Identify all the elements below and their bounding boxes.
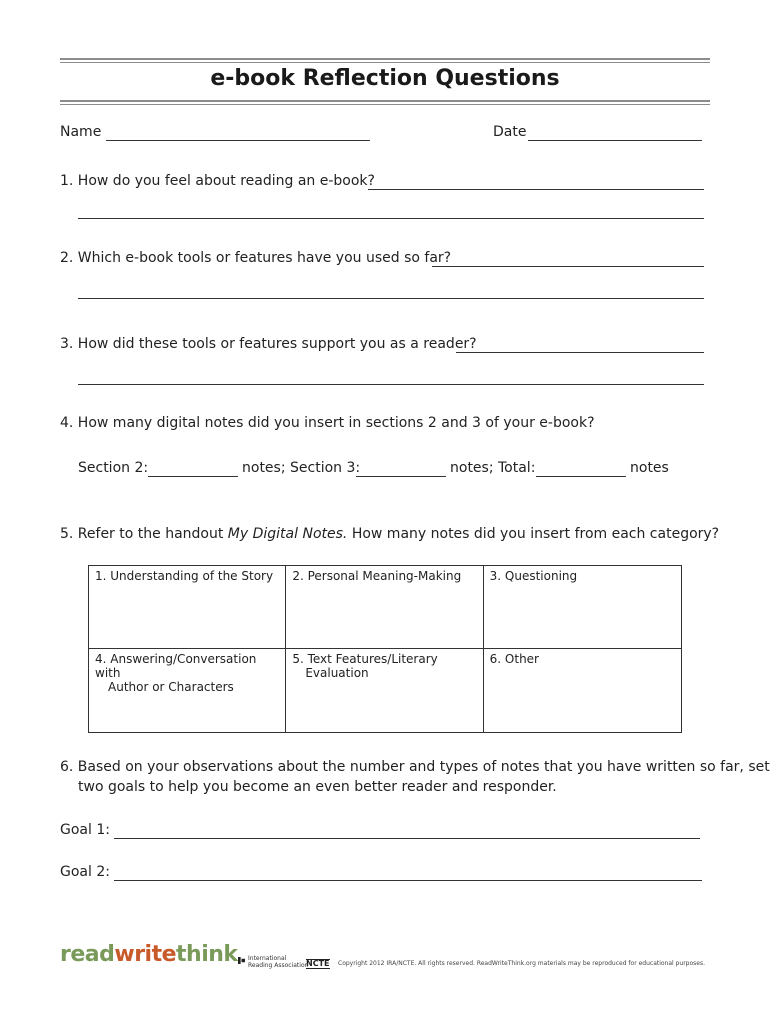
goal-1-label: Goal 1: <box>60 822 110 838</box>
table-cell[interactable] <box>286 566 483 649</box>
ncte-logo: NCTE <box>306 959 330 968</box>
answer-1-line-2[interactable] <box>78 218 704 219</box>
section-2-label: Section 2: <box>78 460 149 476</box>
cell-label: 2. Personal Meaning-Making <box>292 569 462 583</box>
notes-category-table <box>88 565 682 733</box>
question-3: 3. How did these tools or features support you as a reader? <box>60 336 477 352</box>
date-label: Date <box>493 124 527 140</box>
answer-1-line-1[interactable] <box>368 189 704 190</box>
table-cell[interactable] <box>89 649 286 732</box>
goal-1-field[interactable] <box>114 838 700 839</box>
name-label: Name <box>60 124 102 140</box>
section-3-field[interactable] <box>356 476 446 477</box>
page-title: e-book Reflection Questions <box>210 66 560 91</box>
total-label: notes; Total: <box>450 460 536 476</box>
copyright-notice: Copyright 2012 IRA/NCTE. All rights reserved. ReadWriteThink.org materials may be reproduced for educational purposes. <box>338 960 706 967</box>
readwritethink-logo: readwritethink <box>60 942 238 967</box>
cell-label: 3. Questioning <box>489 569 578 583</box>
handout-title: My Digital Notes. <box>227 526 348 542</box>
section-3-label: notes; Section 3: <box>242 460 361 476</box>
answer-3-line-1[interactable] <box>456 352 704 353</box>
cell-label: 5. Text Features/Literary <box>292 652 438 666</box>
ira-text: International Reading Association <box>248 955 309 969</box>
table-cell[interactable] <box>484 649 681 732</box>
question-1: 1. How do you feel about reading an e-book? <box>60 173 375 189</box>
cell-label-cont: Author or Characters <box>108 680 234 694</box>
question-2: 2. Which e-book tools or features have you used so far? <box>60 250 452 266</box>
table-cell[interactable] <box>484 566 681 649</box>
table-cell[interactable] <box>286 649 483 732</box>
cell-label: 4. Answering/Conversation with <box>95 652 257 680</box>
question-6-line-1: 6. Based on your observations about the number and types of notes that you have written so far, set <box>60 759 770 775</box>
name-field[interactable] <box>106 140 370 141</box>
goal-2-label: Goal 2: <box>60 864 110 880</box>
question-5-prefix: 5. Refer to the handout <box>60 526 224 542</box>
question-6-line-2: two goals to help you become an even better reader and responder. <box>78 779 557 795</box>
section-2-field[interactable] <box>148 476 238 477</box>
answer-2-line-2[interactable] <box>78 298 704 299</box>
notes-label: notes <box>630 460 669 476</box>
cell-label-cont: Evaluation <box>305 666 369 680</box>
question-5 <box>60 526 719 542</box>
goal-2-field[interactable] <box>114 880 702 881</box>
answer-3-line-2[interactable] <box>78 384 704 385</box>
question-4: 4. How many digital notes did you insert in sections 2 and 3 of your e-book? <box>60 415 595 431</box>
answer-2-line-1[interactable] <box>432 266 704 267</box>
total-field[interactable] <box>536 476 626 477</box>
ira-logo-icon <box>238 957 245 964</box>
question-5-suffix: How many notes did you insert from each category? <box>351 526 720 542</box>
date-field[interactable] <box>528 140 702 141</box>
title-rule <box>60 100 710 105</box>
top-rule <box>60 58 710 63</box>
cell-label: 6. Other <box>489 652 539 666</box>
cell-label: 1. Understanding of the Story <box>95 569 274 583</box>
table-cell[interactable] <box>89 566 286 649</box>
